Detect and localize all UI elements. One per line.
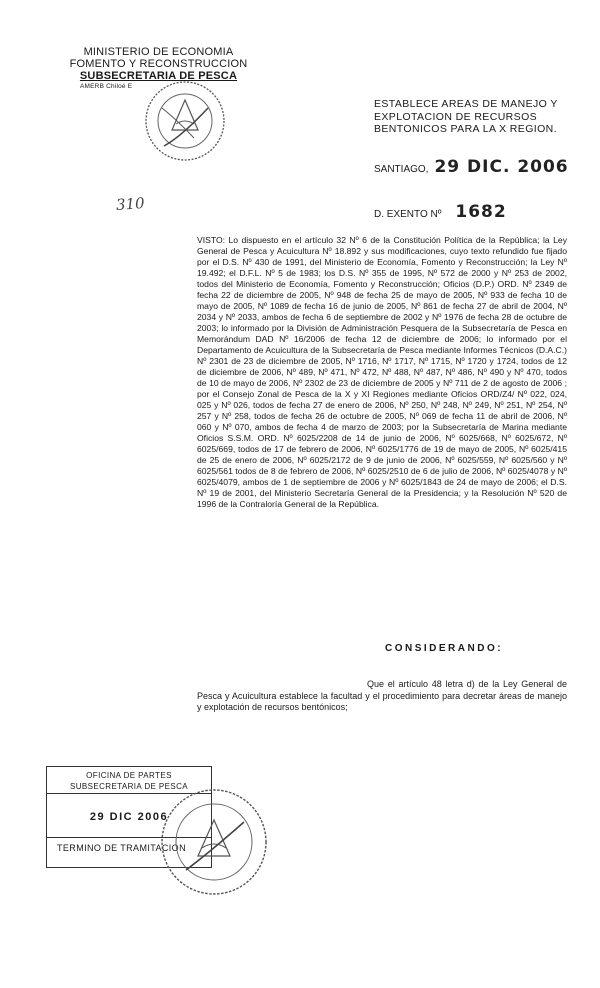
place-date: [374, 157, 569, 177]
decree-label: D. EXENTO Nº: [374, 209, 442, 220]
ministry-name: MINISTERIO DE ECONOMIA: [83, 46, 234, 58]
stamp-office: OFICINA DE PARTES: [86, 771, 172, 780]
subject-line: EXPLOTACION DE RECURSOS: [374, 110, 538, 123]
subject-line: BENTONICOS PARA LA X REGION.: [374, 123, 557, 135]
ministry-ref: AMERB Chiloé E: [80, 83, 133, 90]
stamp-date: 29 DIC 2006: [89, 811, 169, 823]
considerando-paragraph: Que el artículo 48 letra d) de la Ley General de Pesca y Acuicultura establece la facultad y el procedimiento para decretar áreas de manejo y explotación de recursos bentónicos;: [197, 679, 567, 712]
subject-line: ESTABLECE AREAS DE MANEJO Y: [374, 98, 558, 110]
handwritten-margin-note: 310: [115, 194, 146, 214]
subsecretaria-name: SUBSECRETARIA DE PESCA: [79, 70, 238, 82]
subsecretaria-seal-icon: [142, 78, 228, 164]
decree-number-line: [374, 202, 507, 222]
official-round-seal-icon: [158, 786, 270, 898]
stamp-subsecretaria: SUBSECRETARIA DE PESCA: [69, 782, 188, 791]
visto-paragraph: [197, 235, 567, 510]
decree-number: 1682: [455, 202, 507, 222]
decree-date: 29 DIC. 2006: [434, 157, 569, 177]
decree-subject: [374, 98, 574, 136]
visto-label: VISTO:: [197, 235, 226, 245]
considerando-heading: CONSIDERANDO:: [385, 643, 504, 654]
stamp-status: TERMINO DE TRAMITACION: [57, 843, 186, 853]
visto-text: Lo dispuesto en el artículo 32 Nº 6 de la Constitución Política de la República; la Ley General de Pesca y Acuicultura Nº 18.892 y sus modificaciones, cuyo texto refundido fue fijado por el D.S. Nº 430 de 1991, del Ministerio de Economía, Fomento y Reconstrucción; la Ley Nº 19.492; el D.F.L. Nº 5 de 1983; los D.S. Nº 355 de 1995, Nº 572 de 2000 y Nº 253 de 2002, todos del Ministerio de Economía, Fomento y Reconstrucción; Oficios (D.P.) ORD. Nº 2349 de fecha 22 de diciembre de 2005, Nº 948 de fecha 25 de mayo de 2005, Nº 933 de fecha 10 de mayo de 2005, Nº 1089 de fecha 16 de junio de 2005, Nº 861 de fecha 27 de abril de 2004, Nº 2034 y Nº 2033, ambos de fecha 6 de septiembre de 2002 y Nº 1976 de fecha 28 de octubre de 2003; lo informado por la División de Administración Pesquera de la Subsecretaría de Pesca en Memorándum DAD Nº 16/2006 de fecha 12 de diciembre de 2006; lo informado por el Departamento de Acuicultura de la Subsecretaría de Pesca mediante Informes Técnicos (D.A.C.) Nº 2301 de 23 de diciembre de 2005, Nº 1716, Nº 1717, Nº 1715, Nº 1720 y 1724, todos de 12 de diciembre de 2006, Nº 489, Nº 471, Nº 472, Nº 488, Nº 487, Nº 486, Nº 490 y Nº 470, todos de 10 de mayo de 2006, Nº 2302 de 23 de diciembre de 2005 y Nº 711 de 2 de agosto de 2006 ; por el Consejo Zonal de Pesca de la X y XI Regiones mediante Oficios ORD/Z4/ Nº 022, 024, 025 y Nº 026, todos de fecha 27 de enero de 2006, Nº 250, Nº 248, Nº 249, Nº 251, Nº 254, Nº 257 y Nº 258, todos de fecha 26 de octubre de 2005, Nº 069 de fecha 11 de abril de 2006, Nº 060 y Nº 070, ambos de fecha 4 de marzo de 2003; por la Subsecretaría de Marina mediante Oficios S.S.M. ORD. Nº 6025/2208 de 14 de junio de 2006, Nº 6025/668, Nº 6025/672, Nº 6025/669, todos de 17 de febrero de 2006, Nº 6025/1776 de 19 de mayo de 2005, Nº 6025/415 de 25 de enero de 2006, Nº 6025/2172 de 9 de junio de 2006, Nº 6025/559, Nº 6025/560 y Nº 6025/561 todos de 8 de febrero de 2006, Nº 6025/2510 de 6 de julio de 2006, Nº 6025/4078 y Nº 6025/4079, ambos de 1 de septiembre de 2006 y Nº 6025/1843 de 24 de mayo de 2006; el D.S. Nº 19 de 2001, del Ministerio Secretaría General de la Presidencia; y la Resolución Nº 520 de 1996 de la Contraloría General de la República.: [197, 235, 567, 509]
ministry-subname: FOMENTO Y RECONSTRUCCION: [69, 58, 248, 70]
city-label: SANTIAGO,: [374, 164, 429, 175]
